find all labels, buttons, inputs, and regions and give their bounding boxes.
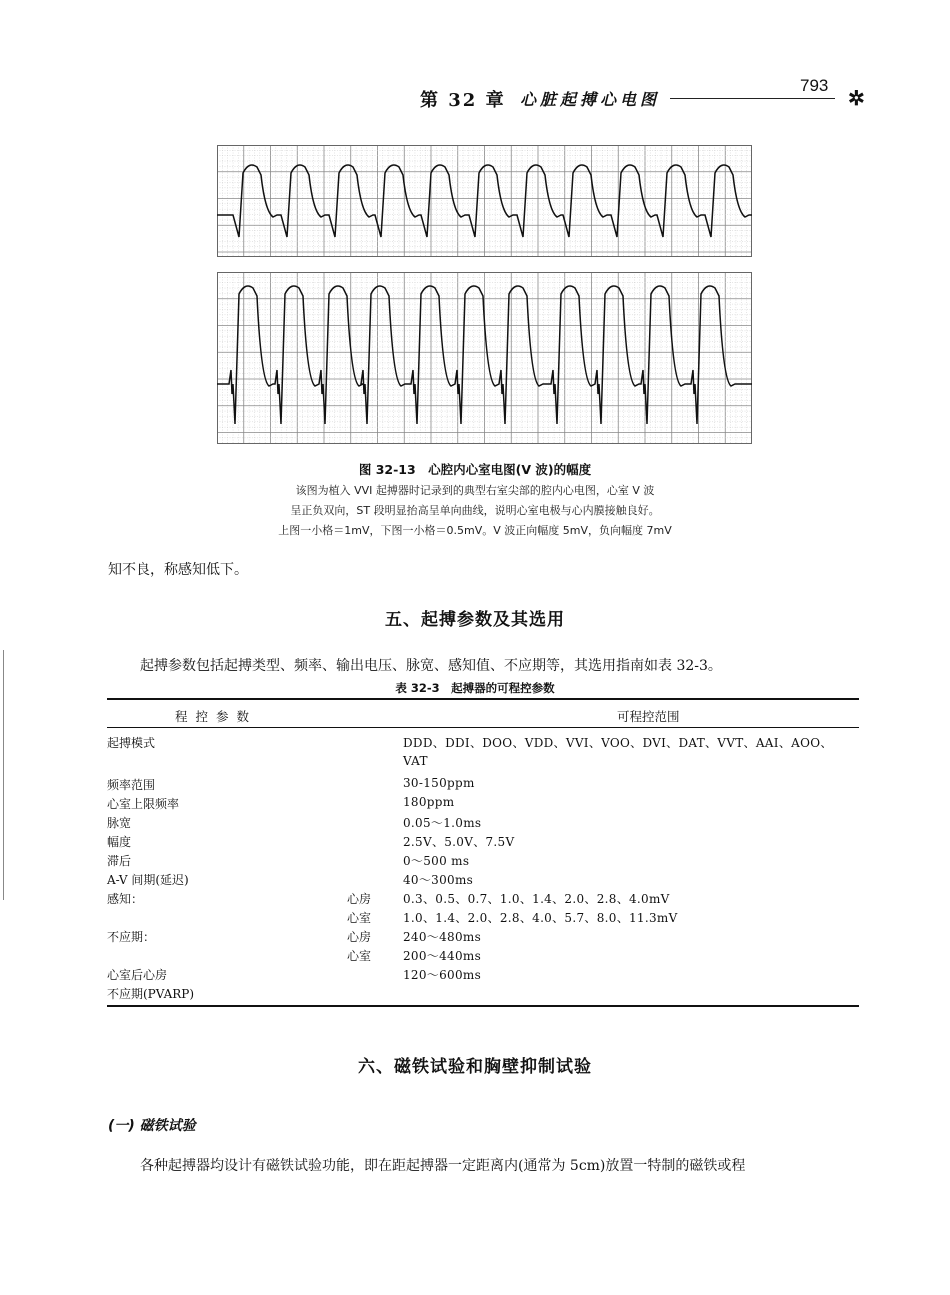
table-row [107, 852, 859, 870]
figure-caption-line: 呈正负双向，ST 段明显抬高呈单向曲线，说明心室电极与心内膜接触良好。 [290, 504, 660, 517]
param-cell: 脉宽 [107, 816, 132, 830]
header-param: 程控参数 [175, 709, 258, 724]
param-cell: 不应期(PVARP) [107, 987, 195, 1001]
chapter-title: 心脏起搏心电图 [520, 90, 661, 109]
param-cell: 感知： [107, 892, 144, 906]
ecg-strip-upper [217, 145, 752, 257]
table-title: 表 32-3 起搏器的可程控参数 [395, 681, 555, 695]
param-cell: 幅度 [107, 835, 132, 849]
section-heading-6: 六、磁铁试验和胸壁抑制试验 [358, 1057, 592, 1077]
table-row [107, 795, 859, 813]
margin-mark [3, 650, 4, 900]
value-cell: DDD、DDI、DOO、VDD、VVI、VOO、DVI、DAT、VVT、AAI、AOO、 [403, 736, 833, 750]
ecg-lower-trace [217, 272, 752, 444]
running-header [420, 76, 870, 111]
param-cell: 频率范围 [107, 778, 156, 792]
table-row [107, 985, 859, 1003]
subsection-heading: (一) 磁铁试验 [108, 1118, 196, 1134]
ecg-upper-trace [217, 145, 752, 257]
chamber-cell: 心房 [347, 930, 372, 944]
params-table [107, 698, 859, 1007]
table-row [107, 734, 859, 752]
chamber-cell: 心房 [347, 892, 372, 906]
table-row [107, 814, 859, 832]
chamber-cell: 心室 [347, 949, 372, 963]
header-range: 可程控范围 [617, 709, 680, 724]
value-cell: 200～440ms [403, 949, 482, 963]
value-cell: 0.05～1.0ms [403, 816, 482, 830]
value-cell: 240～480ms [403, 930, 482, 944]
value-cell: 1.0、1.4、2.0、2.8、4.0、5.7、8.0、11.3mV [403, 911, 678, 925]
chamber-cell: 心室 [347, 911, 372, 925]
figure-title: 图 32-13 心腔内心室电图(V 波)的幅度 [358, 462, 592, 477]
section-heading-5: 五、起搏参数及其选用 [385, 610, 565, 630]
value-cell: 30-150ppm [403, 776, 475, 790]
params-intro-text: 起搏参数包括起搏类型、频率、输出电压、脉宽、感知值、不应期等，其选用指南如表 32-3。 [140, 658, 722, 674]
table-row [107, 909, 859, 927]
ecg-strip-lower [217, 272, 752, 444]
ornament-icon: ✲ [848, 86, 865, 110]
chapter-label: 第 32 章 [420, 90, 506, 111]
figure-caption-line: 上图一小格＝1mV，下图一小格＝0.5mV。V 波正向幅度 5mV，负向幅度 7mV [278, 524, 672, 537]
table-row [107, 833, 859, 851]
page-number: 793 [800, 76, 829, 95]
param-cell: 心室后心房 [107, 968, 168, 982]
magnet-body-text: 各种起搏器均设计有磁铁试验功能，即在距起搏器一定距离内(通常为 5cm)放置一特制的磁铁或程 [140, 1158, 746, 1174]
table-row [107, 776, 859, 794]
table-row [107, 966, 859, 984]
param-cell: 起搏模式 [107, 736, 156, 750]
param-cell: 心室上限频率 [107, 797, 180, 811]
figure-caption-line: 该图为植入 VVI 起搏器时记录到的典型右室尖部的腔内心电图，心室 V 波 [295, 484, 655, 497]
value-cell: 40～300ms [403, 873, 474, 887]
value-cell: 180ppm [403, 795, 455, 809]
value-cell: 120～600ms [403, 968, 482, 982]
value-cell: 0～500 ms [403, 854, 470, 868]
param-cell: A-V 间期(延迟) [107, 873, 189, 887]
value-cell: 0.3、0.5、0.7、1.0、1.4、2.0、2.8、4.0mV [403, 892, 670, 906]
continuation-text: 知不良，称感知低下。 [108, 562, 248, 578]
value-cell: 2.5V、5.0V、7.5V [403, 835, 515, 849]
header-rule [670, 98, 835, 99]
table-row [107, 928, 859, 946]
table-row [107, 890, 859, 908]
table-header [107, 700, 859, 728]
table-row [107, 871, 859, 889]
param-cell: 滞后 [107, 854, 132, 868]
table-row [107, 754, 859, 772]
table-row [107, 947, 859, 965]
value-cell: VAT [403, 754, 428, 768]
param-cell: 不应期： [107, 930, 156, 944]
